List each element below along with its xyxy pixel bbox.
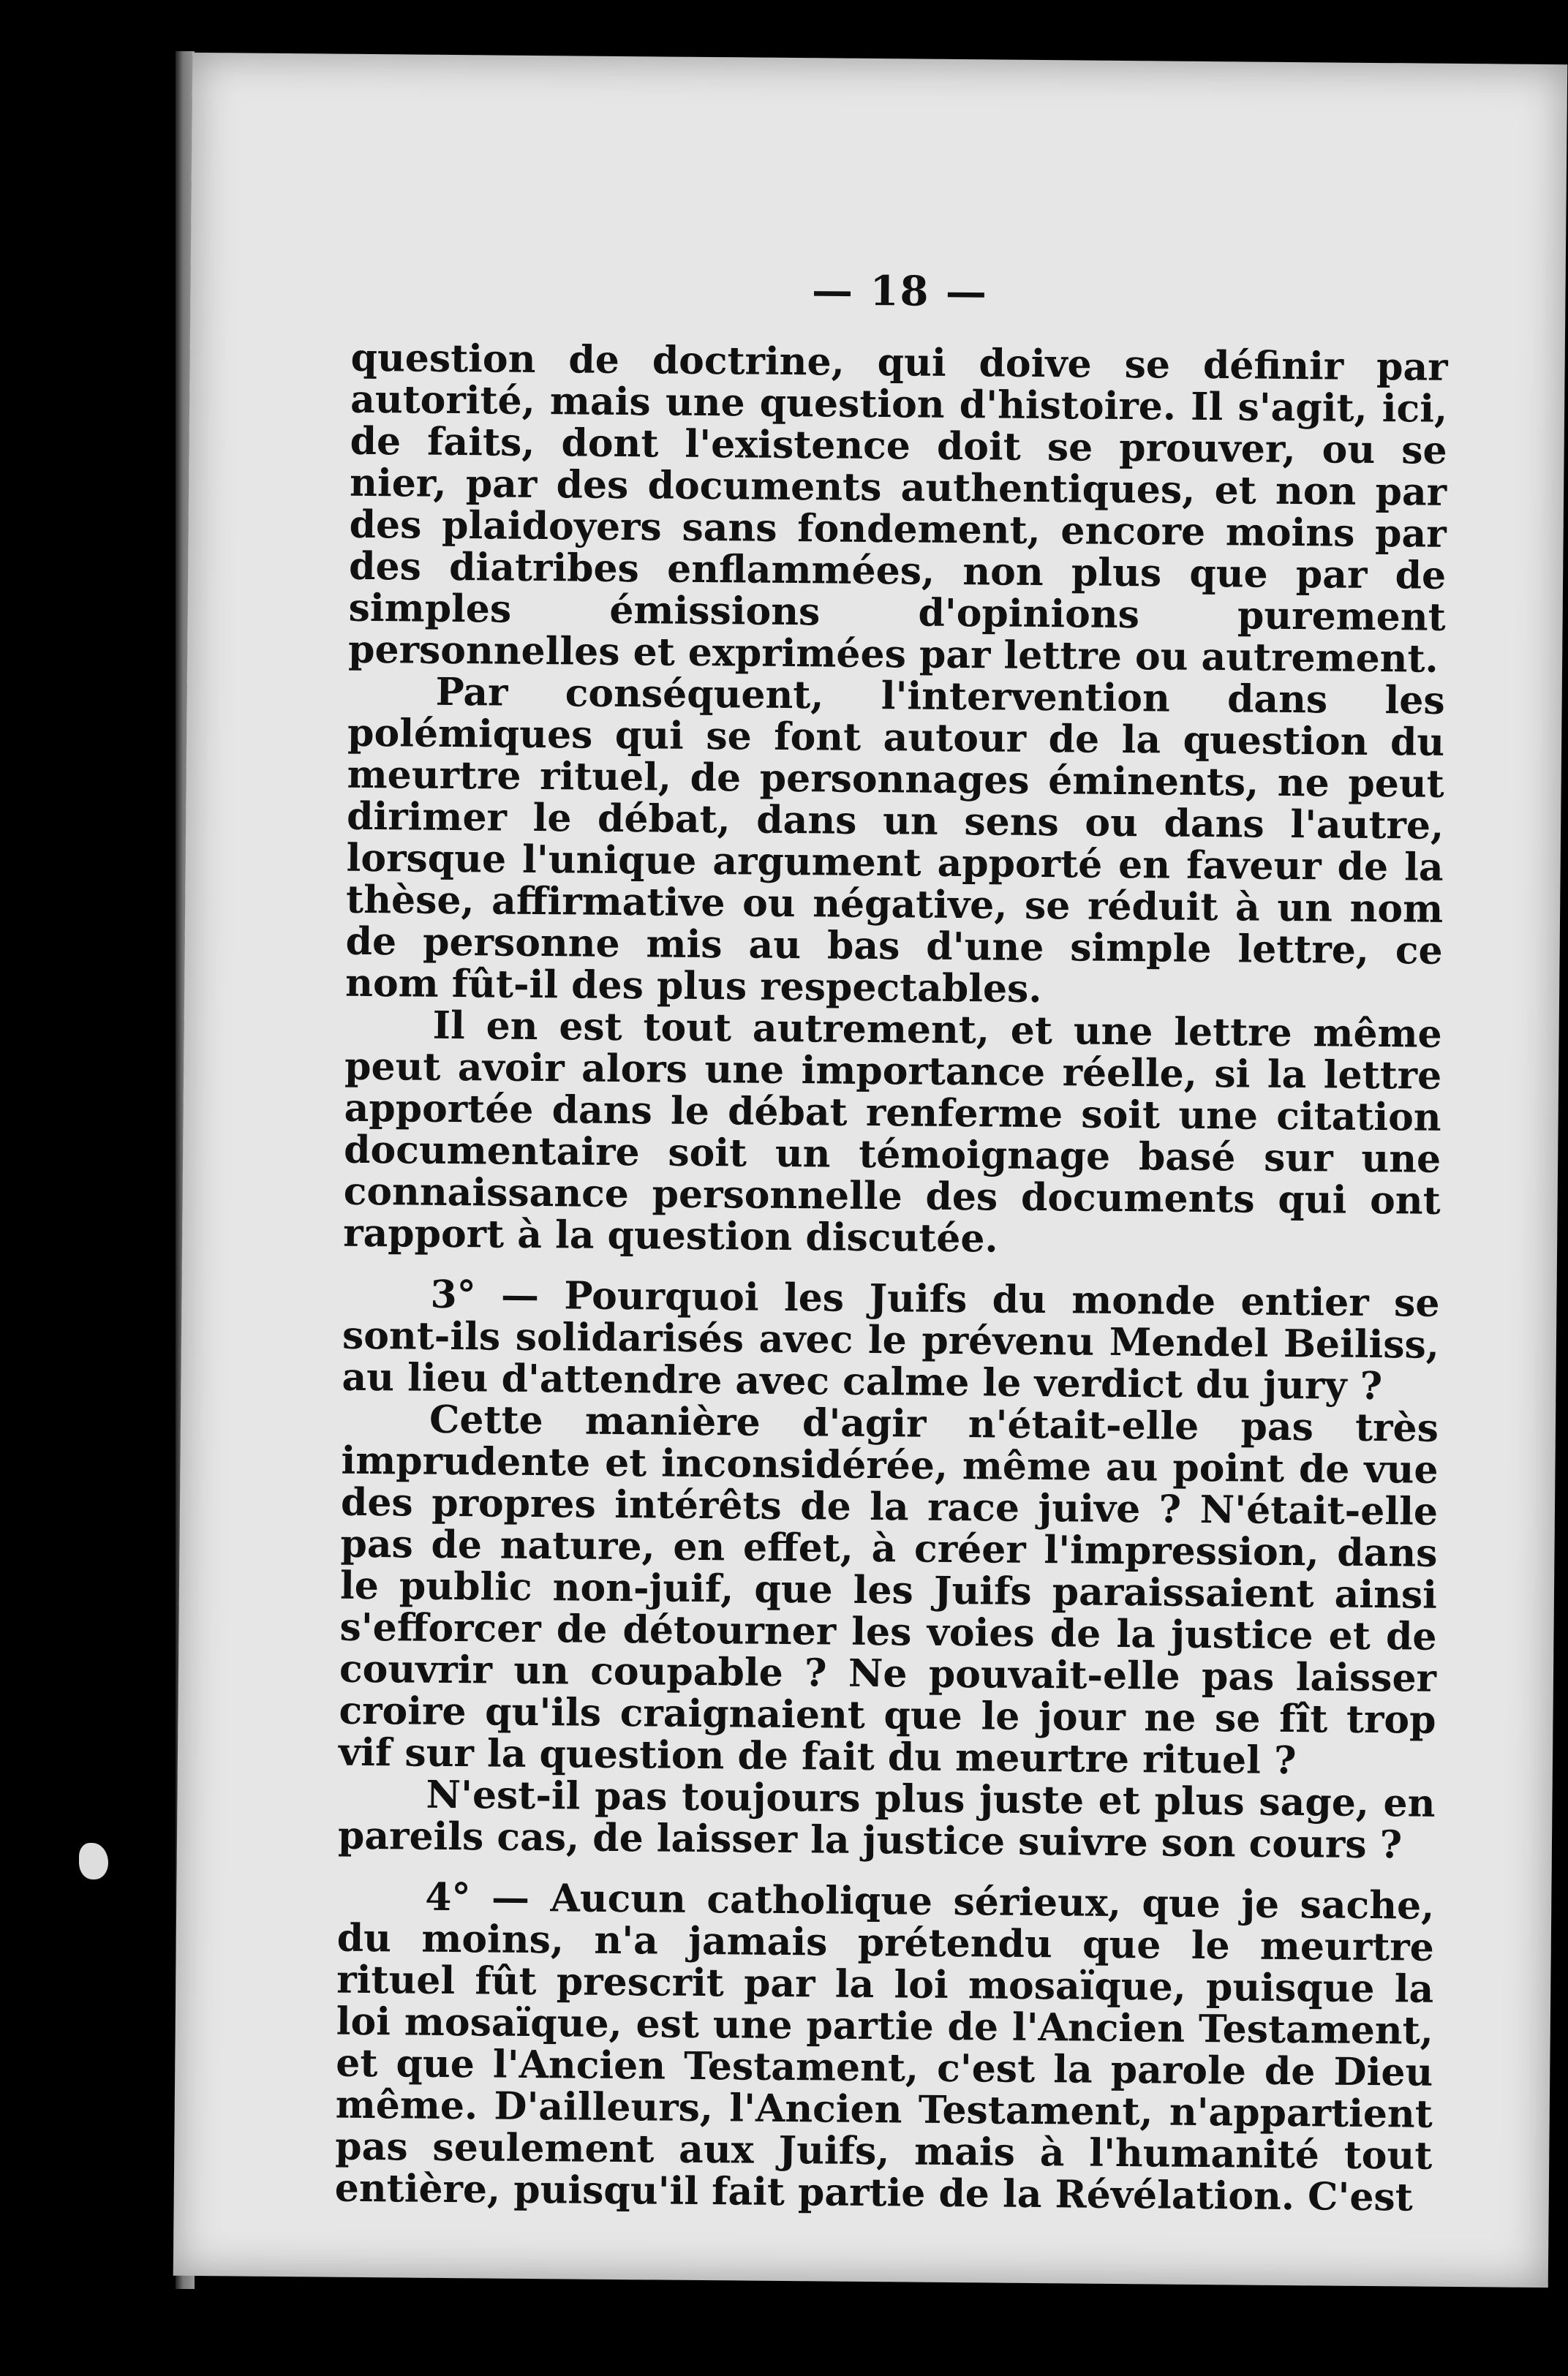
section-3-question: 3° — Pourquoi les Juifs du monde entier se sont-ils solidarisés avec le prévenu Mendel Beiliss, au lieu d'attendre avec calme le verdict du jury ? [342,1272,1440,1409]
paragraph: Par conséquent, l'intervention dans les polémiques qui se font autour de la question du meurtre rituel, de personnages éminents, ne peut dirimer le débat, dans un sens ou dans l'autre, lorsque l'unique argument apporté en faveur de la thèse, affirmative ou négative, se réduit à un nom de personne mis au bas d'une simple lettre, ce nom fût-il des plus respectables. [344,669,1445,1012]
section-4-paragraph: 4° — Aucun catholique sérieux, que je sache, du moins, n'a jamais prétendu que le meurtre rituel fût prescrit par la loi mosaïque, puisque la loi mosaïque, est une partie de l'Ancien Testament, et que l'Ancien Testament, c'est la parole de Dieu même. D'ailleurs, l'Ancien Testament, n'appartient pas seulement aux Juifs, mais à l'humanité tout entière, puisqu'il fait partie de la Révélation. C'est [334,1874,1435,2220]
paragraph-continuation: question de doctrine, qui doive se définir par autorité, mais une question d'histoire. Il s'agit, ici, de faits, dont l'existence doit se prouver, ou se nier, par des documents authentiques, et non par des plaidoyers sans fondement, encore moins par des diatribes enflammées, non plus que par de simples émissions d'opinions purement personnelles et exprimées par lettre ou autrement. [347,335,1448,682]
paragraph: Cette manière d'agir n'était-elle pas très imprudente et inconsidérée, même au point de vue des propres intérêts de la race juive ? N'était-elle pas de nature, en effet, à créer l'impression, dans le public non-juif, que les Juifs paraissaient ainsi s'efforcer de détourner les voies de la justice et de couvrir un coupable ? Ne pouvait-elle pas laisser croire qu'ils craignaient que le jour ne se fît trop vif sur la question de fait du meurtre rituel ? [338,1397,1439,1784]
scan-artifact [79,1843,108,1879]
page-content [335,266,1449,2219]
paragraph: Il en est tout autrement, et une lettre même peut avoir alors une importance réelle, si la lettre apportée dans le débat renferme soit une citation documentaire soit un témoignage basé sur une connaissance personnelle des documents qui ont rapport à la question discutée. [342,1003,1442,1261]
paragraph: N'est-il pas toujours plus juste et plus sage, en pareils cas, de laisser la justice suivre son cours ? [337,1772,1436,1868]
page-number: — 18 — [811,266,989,317]
book-page [173,53,1567,2288]
